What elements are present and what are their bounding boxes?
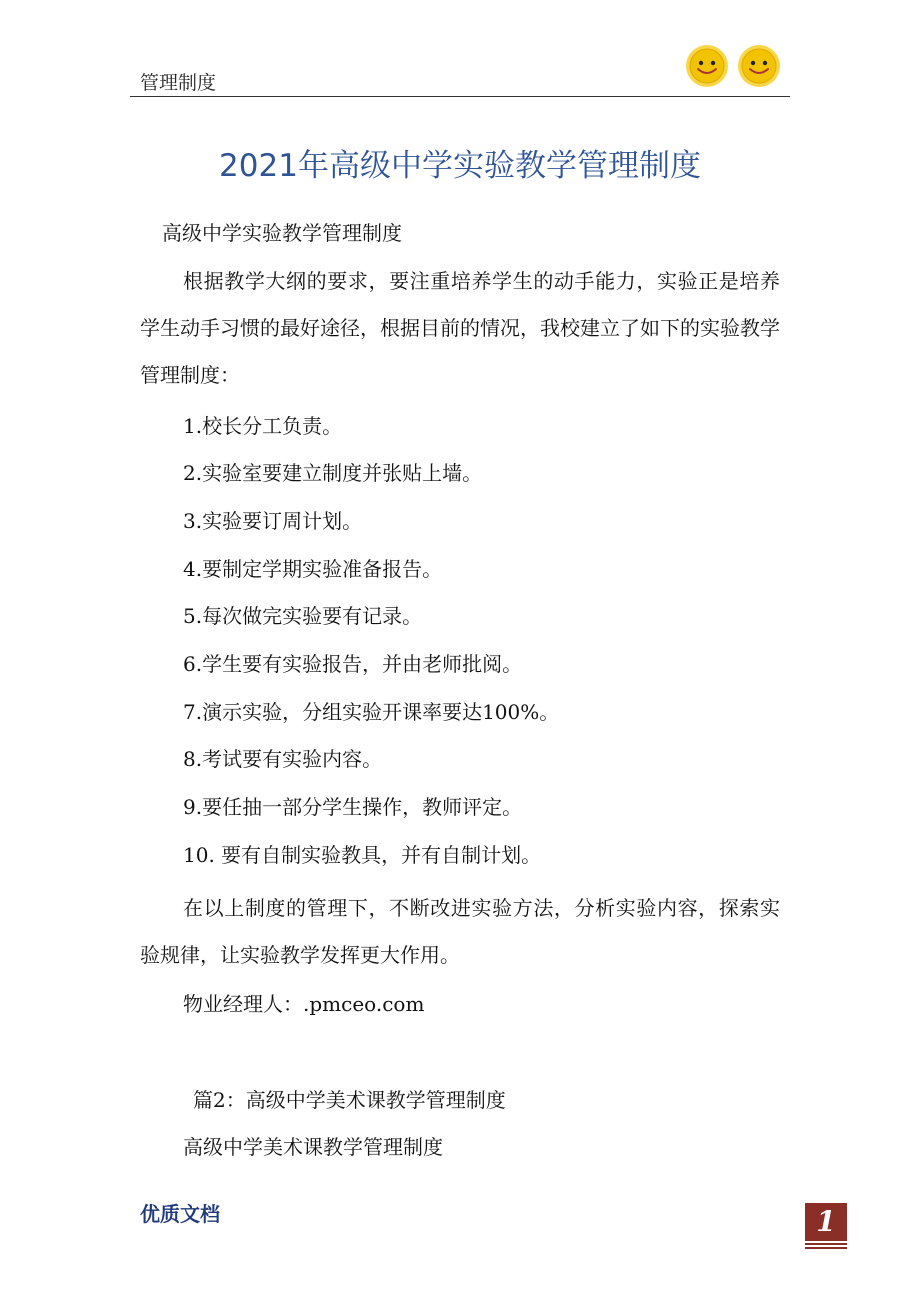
document-subtitle: 高级中学实验教学管理制度 — [162, 221, 402, 245]
conclusion-paragraph: 在以上制度的管理下，不断改进实验方法，分析实验内容，探索实验规律，让实验教学发挥更大作用。 — [140, 896, 780, 967]
rule-item: 7.演示实验，分组实验开课率要达100%。 — [183, 700, 560, 724]
rule-item: 3.实验要订周计划。 — [183, 509, 363, 533]
rule-item: 6.学生要有实验报告，并由老师批阅。 — [183, 652, 523, 676]
rule-item: 1.校长分工负责。 — [183, 414, 343, 438]
page-number-badge — [805, 1203, 847, 1249]
section2-title: 高级中学美术课教学管理制度 — [183, 1135, 443, 1159]
rule-item: 10. 要有自制实验教具，并有自制计划。 — [183, 843, 542, 867]
rule-item: 5.每次做完实验要有记录。 — [183, 604, 423, 628]
smiley-face-icon — [737, 44, 781, 88]
rule-item: 9.要任抽一部分学生操作，教师评定。 — [183, 795, 523, 819]
source-line: 物业经理人：.pmceo.com — [183, 992, 425, 1016]
intro-paragraph: 根据教学大纲的要求，要注重培养学生的动手能力，实验正是培养学生动手习惯的最好途径，根据目前的情况，我校建立了如下的实验教学管理制度： — [140, 269, 780, 387]
page-badge-stripe — [805, 1243, 847, 1245]
document-title: 2021年高级中学实验教学管理制度 — [219, 148, 701, 184]
rule-item: 8.考试要有实验内容。 — [183, 747, 383, 771]
rule-item: 4.要制定学期实验准备报告。 — [183, 557, 443, 581]
page-badge-stripe — [805, 1247, 847, 1249]
footer-label: 优质文档 — [140, 1202, 220, 1226]
rule-item: 2.实验室要建立制度并张贴上墙。 — [183, 461, 483, 485]
section2-heading: 篇2：高级中学美术课教学管理制度 — [193, 1088, 506, 1112]
header-label: 管理制度 — [140, 72, 217, 94]
header-divider — [130, 96, 790, 97]
smiley-face-icon — [685, 44, 729, 88]
page-number: 1 — [816, 1205, 836, 1238]
